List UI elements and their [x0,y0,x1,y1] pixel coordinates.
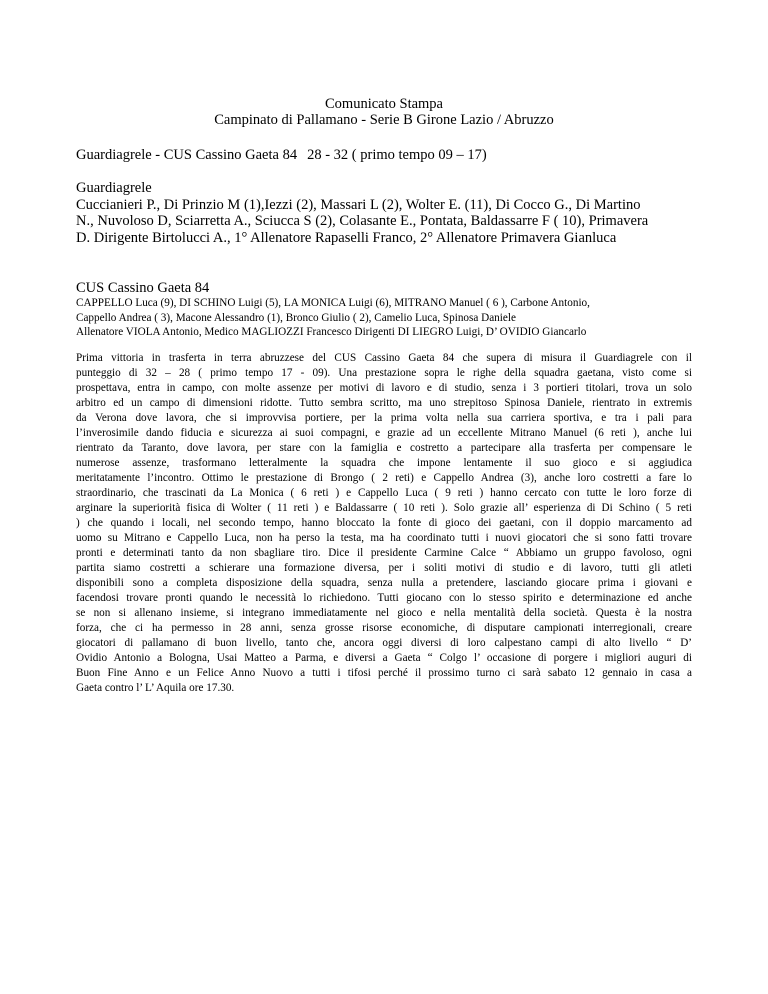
article-line: Prima vittoria in trasferta in terra abruzzese del CUS Cassino Gaeta 84 che supera di misura il Guardiagrele con il [76,351,692,364]
document-page [76,96,692,696]
article-line: arginare la superiorità fisica di Wolter ( 11 reti ) e Baldassarre ( 10 reti ). Solo grazie all’ esperienza di Di Schino ( 5 reti [76,501,692,514]
article-line: uomo su Mitrano e Cappello Luca, non ha perso la testa, ma ha coordinato tutti i nuovi giocatori che si sono fatti trovare [76,531,692,544]
article-line: Ovidio Antonio a Bologna, Usai Matteo a Parma, e diversi a Gaeta “ Colgo l’ occasione di porgere i migliori auguri di [76,651,692,664]
article-line: disponibili sono a completa disposizione della squadra, senza nulla a pretendere, lasciando giocare prima i giovani e [76,576,692,589]
team2-lineup-line: CAPPELLO Luca (9), DI SCHINO Luigi (5), LA MONICA Luigi (6), MITRANO Manuel ( 6 ), Carbone Antonio, [76,297,590,309]
match-result [76,147,692,163]
team1-lineup-line: D. Dirigente Birtolucci A., 1° Allenatore Rapaselli Franco, 2° Allenatore Primavera Gianluca [76,229,617,246]
team1-lineup-line: Cuccianieri P., Di Prinzio M (1),Iezzi (2), Massari L (2), Wolter E. (11), Di Cocco G., Di Martino [76,196,641,213]
article-line: straordinario, che trascinati da La Monica ( 6 reti ) e Cappello Luca ( 9 reti ) hanno cercato con tutte le loro forze di [76,486,692,499]
team2-staff-line: Allenatore VIOLA Antonio, Medico MAGLIOZZI Francesco Dirigenti DI LIEGRO Luigi, D’ OVIDIO Giancarlo [76,326,587,339]
article-line: giocatori di pallamano di buon livello, tanto che, ancora oggi diversi di loro calpestano campi di alto livello “ D’ [76,636,692,649]
team2-lineup-line: Cappello Andrea ( 3), Macone Alessandro (1), Bronco Giulio ( 2), Camelio Luca, Spinosa Daniele [76,311,516,324]
article-line: meritatamente l’incontro. Ottimo le prestazione di Brongo ( 2 reti) e Cappello Andrea (3), anche loro costretti a fare lo [76,471,692,484]
article-line: facendosi trovare pronti quando le necessità lo richiedono. Tutti giocano con lo stesso spirito e determinazione ed anche [76,591,692,604]
team2-section [76,280,692,340]
championship-subtitle: Campinato di Pallamano - Serie B Girone Lazio / Abruzzo [214,112,554,128]
article-line: forza, che ci ha permesso in 28 anni, senza grosse risorse economiche, di disputare campionati interregionali, creare [76,621,692,634]
article-line: se non si allenano insieme, si integrano immediatamente nel gioco e nella mentalità della società. Questa è la nostra [76,606,692,619]
article-line: prospettava, entra in campo, con molte assenze per motivi di lavoro e di studio, senza i 3 portieri titolari, trova un solo [76,381,692,394]
article-line: rientrato da Taranto, dove lavora, per stare con la famiglia e costretto a partecipare alla trasferta per compensare le [76,441,692,454]
article-line: pronti e determinati tanto da non sbagliare tiro. Dice il presidente Carmine Calce “ Abbiamo un gruppo favoloso, ogni [76,546,692,559]
article-line: Buon Fine Anno e un Felice Anno Nuovo a tutti i tifosi perché il prossimo turno ci sarà sabato 12 gennaio in casa a [76,666,692,679]
match-score: 28 - 32 ( primo tempo 09 – 17) [307,147,487,163]
article-body [76,351,692,696]
article-line: partita siamo costretti a schierare una formazione diversa, per i soliti motivi di studio e di lavoro, tutti gli atleti [76,561,692,574]
team1-section [76,180,692,246]
match-teams: Guardiagrele - CUS Cassino Gaeta 84 [76,147,298,163]
article-line: numerose assenze, trasformano letteralmente la squadra che impone lentamente il suo gioco e si aggiudica [76,456,692,469]
article-line: l’inverosimile dando fiducia e sicurezza ai suoi compagni, e grazie ad un eccellente Mitrano Manuel (6 reti ), anche lui [76,426,692,439]
team1-lineup-line: N., Nuvoloso D, Sciarretta A., Sciucca S (2), Colasante E., Pontata, Baldassarre F ( 10), Primavera [76,213,649,229]
article-line: ) che quando i locali, nel secondo tempo, hanno bloccato la fonte di gioco dei gaetani, con il doppio marcamento ad [76,516,692,529]
article-line: arbitro ed un campo di dimensioni ridotte. Tutto sembra scritto, ma uno strepitoso Spinosa Daniele, rientrato in extremis [76,396,692,409]
article-line: da Verona dove lavora, che si improvvisa portiere, per la prima volta nella sua carriera sportiva, e tra i pali para [76,411,692,424]
document-title: Comunicato Stampa [325,96,443,112]
press-release-header [76,96,692,128]
article-line: punteggio di 32 – 28 ( primo tempo 17 - 09). Una prestazione sopra le righe della squadra gaetana, visto come si [76,366,692,379]
team1-name: Guardiagrele [76,180,152,196]
team2-name: CUS Cassino Gaeta 84 [76,280,210,296]
article-line: Gaeta contro l’ L’ Aquila ore 17.30. [76,681,235,694]
